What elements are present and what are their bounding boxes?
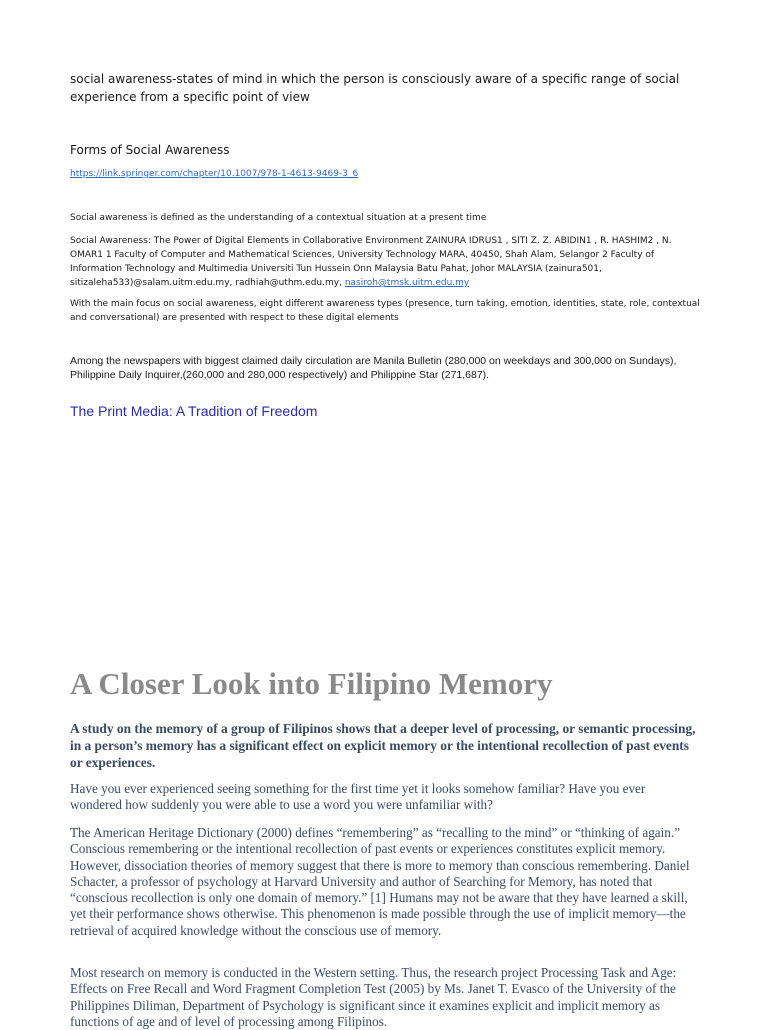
article-paragraph: Have you ever experienced seeing something for the first time yet it looks somehow familiar? Have you ever wondered how suddenly you were able to use a word you were unfamiliar with? xyxy=(70,781,646,813)
citation-text: Social Awareness: The Power of Digital Elements in Collaborative Environment ZAINURA IDRUS1 , SITI Z. Z. ABIDIN1 , R. HASHIM2 , N. OMAR1 1 Faculty of Computer and Mathematical Sciences, University Technology MARA, 40450, Shah Alam, Selangor 2 Faculty of Information Technology and Multimedia Universiti Tun Hussein Onn Malaysia Batu Pahat, Johor MALAYSIA (zainura501, sitizaleha533)@salam.uitm.edu.my, radhiah@uthm.edu.my, xyxy=(70,236,672,288)
forms-heading: Forms of Social Awareness xyxy=(70,143,230,157)
understanding-definition: Social awareness is defined as the understanding of a contextual situation at a present time xyxy=(70,213,487,223)
citation-email-link[interactable]: nasiroh@tmsk.uitm.edu.my xyxy=(344,278,470,288)
social-awareness-definition: social awareness-states of mind in which the person is consciously aware of a specific range of social experience from a specific point of view xyxy=(70,72,680,104)
article-paragraph: The American Heritage Dictionary (2000) defines “remembering” as “recalling to the mind” or “thinking of again.” Conscious remembering or the intentional recollection of past events or experiences constitutes explicit memory. However, dissociation theories of memory suggest that there is more to memory than conscious remembering. Daniel Schacter, a professor of psychology at Harvard University and author of Searching for Memory, has noted that “conscious recollection is only one domain of memory.” [1] Humans may not be aware that they have learned a skill, yet their performance shows otherwise. This phenomenon is made possible through the use of implicit memory—the retrieval of acquired knowledge without the conscious use of memory. xyxy=(70,825,690,938)
article-paragraph: Most research on memory is conducted in the Western setting. Thus, the research project Processing Task and Age: Effects on Free Recall and Word Fragment Completion Test (2005) by Ms. Janet T. Evasco of the University of the Philippines Diliman, Department of Psychology is significant since it examines explicit and implicit memory as functions of age and of level of processing among Filipinos. xyxy=(70,965,677,1029)
print-media-link[interactable]: The Print Media: A Tradition of Freedom xyxy=(70,403,318,419)
article-lead: A study on the memory of a group of Filipinos shows that a deeper level of processing, or semantic processing, in a person’s memory has a significant effect on explicit memory or the intentional recollection of past events or experiences. xyxy=(70,721,696,770)
citation-paragraph xyxy=(70,234,700,290)
focus-paragraph: With the main focus on social awareness, eight different awareness types (presence, turn taking, emotion, identities, state, role, contextual and conversational) are presented with respect to these digital elements xyxy=(70,299,700,323)
springer-link[interactable]: https://link.springer.com/chapter/10.1007/978-1-4613-9469-3_6 xyxy=(70,169,359,179)
article-title: A Closer Look into Filipino Memory xyxy=(70,666,553,701)
newspapers-paragraph: Among the newspapers with biggest claimed daily circulation are Manila Bulletin (280,000 on weekdays and 300,000 on Sundays), Philippine Daily Inquirer,(260,000 and 280,000 respectively) and Philippine Star (271,687). xyxy=(70,355,677,381)
